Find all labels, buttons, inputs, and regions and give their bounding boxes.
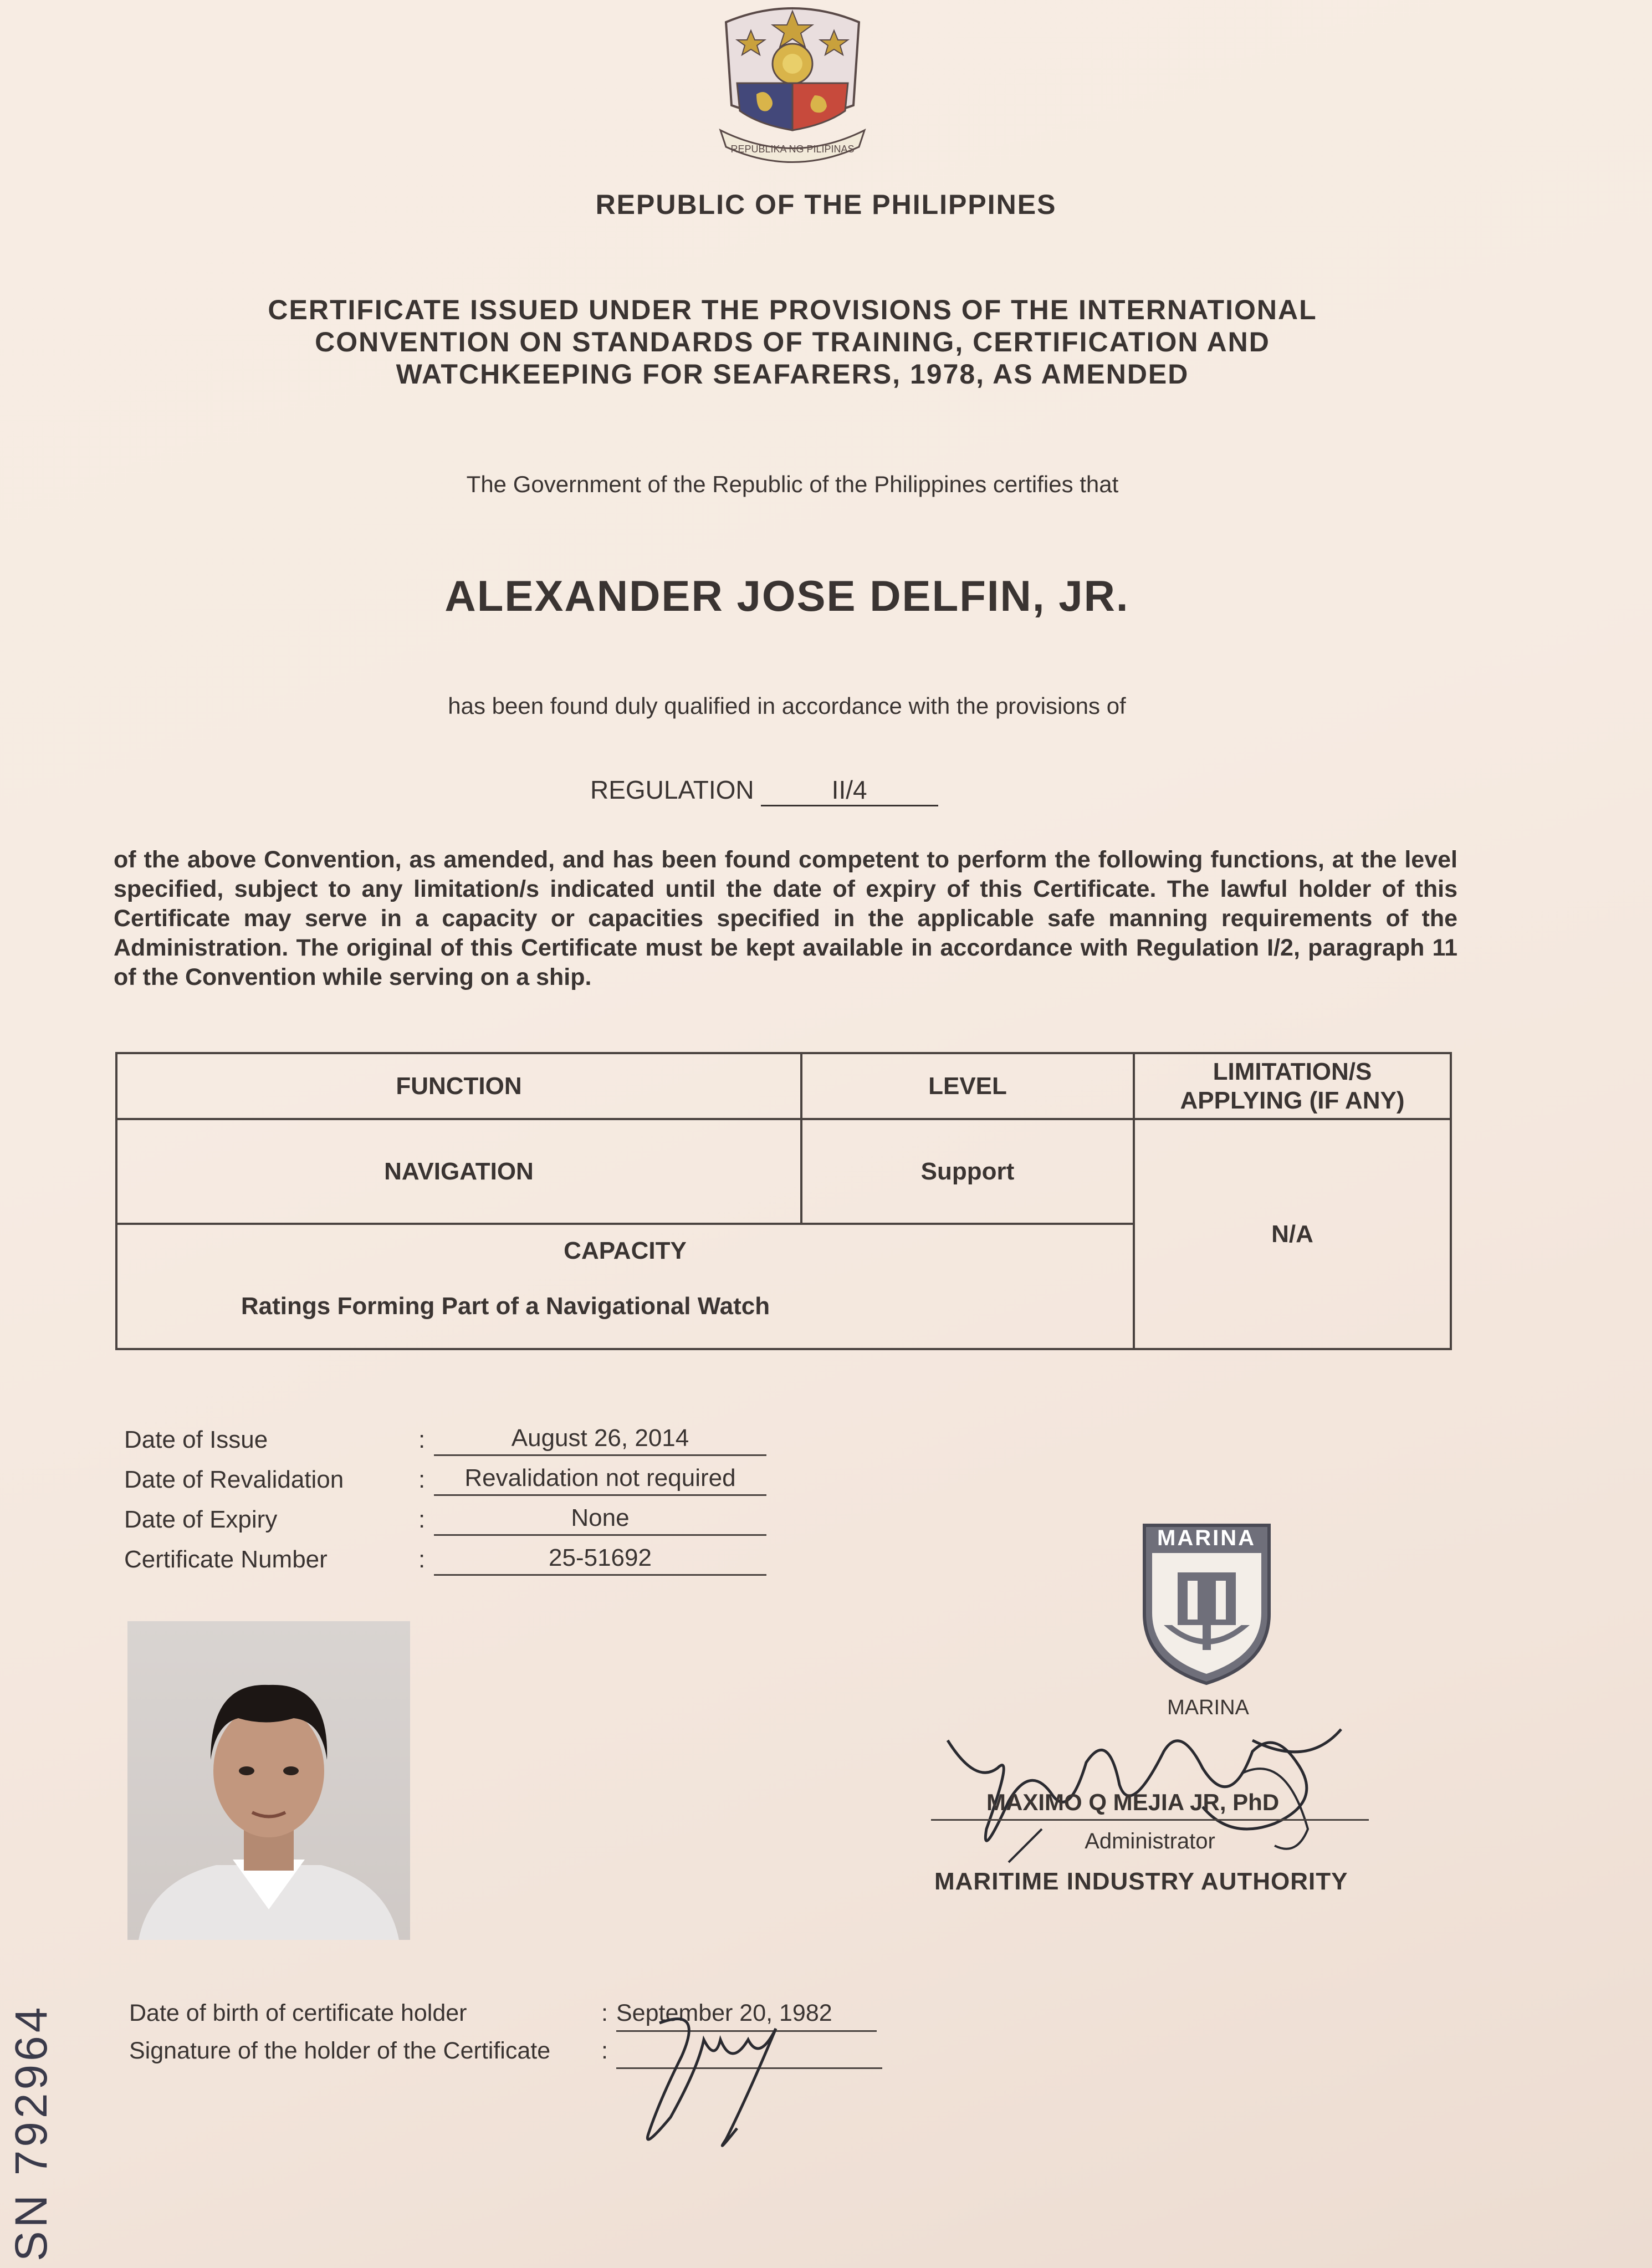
regulation-label: REGULATION xyxy=(590,775,754,804)
function-table xyxy=(115,1052,1452,1350)
issue-date-colon: : xyxy=(418,1426,426,1453)
capacity-label: CAPACITY xyxy=(564,1237,687,1264)
holder-signature-icon xyxy=(637,2006,804,2150)
marina-logo-text: MARINA xyxy=(1157,1526,1256,1550)
header-limitation xyxy=(1135,1054,1450,1118)
header-limitation-line-2: APPLYING (IF ANY) xyxy=(1180,1086,1405,1114)
level-value: Support xyxy=(920,1157,1015,1185)
expiry-date-colon: : xyxy=(418,1506,426,1533)
revalidation-date-colon: : xyxy=(418,1466,426,1493)
administrator-title: Administrator xyxy=(1085,1829,1215,1853)
heading-line-3: WATCHKEEPING FOR SEAFARERS, 1978, AS AMENDED xyxy=(396,359,1189,390)
seal-inscription: REPUBLIKA NG PILIPINAS xyxy=(730,144,855,155)
certificate-number-value: 25-51692 xyxy=(434,1544,766,1576)
administrator-name: MAXIMO Q MEJIA JR, PhD xyxy=(986,1789,1280,1815)
marina-logo-icon xyxy=(1139,1520,1275,1686)
header-limitation-line-1: LIMITATION/S xyxy=(1213,1058,1372,1085)
holder-signature-colon: : xyxy=(601,2037,608,2064)
serial-number: SN 792964 xyxy=(6,2004,57,2261)
heading-line-2: CONVENTION ON STANDARDS OF TRAINING, CERTIFICATION AND xyxy=(315,326,1270,357)
issue-date-value: August 26, 2014 xyxy=(434,1424,766,1456)
certifies-statement: The Government of the Republic of the Philippines certifies that xyxy=(466,471,1119,497)
dob-label: Date of birth of certificate holder xyxy=(129,2000,467,2026)
revalidation-date-value: Revalidation not required xyxy=(434,1464,766,1496)
heading-line-1: CERTIFICATE ISSUED UNDER THE PROVISIONS OF THE INTERNATIONAL xyxy=(268,294,1317,325)
qualified-statement: has been found duly qualified in accordance with the provisions of xyxy=(448,693,1126,719)
certificate-body-text: of the above Convention, as amended, and has been found competent to perform the following functions, at the level specified, subject to any limitation/s indicated until the date of expiry of this Certificate. The lawful holder of this Certificate may serve in a capacity or capacities specified in the applicable safe manning requirements of the Administration. The original of this Certificate must be kept available in accordance with Regulation I/2, paragraph 11 of the Convention while serving on a ship. xyxy=(114,846,1457,990)
holder-portrait-icon xyxy=(127,1621,410,1940)
revalidation-date-label: Date of Revalidation xyxy=(124,1466,344,1493)
expiry-date-value: None xyxy=(434,1504,766,1536)
issuing-authority: MARITIME INDUSTRY AUTHORITY xyxy=(934,1868,1348,1895)
limitation-value: N/A xyxy=(1271,1220,1313,1248)
certificate-heading xyxy=(222,294,1363,390)
dob-colon: : xyxy=(601,2000,608,2026)
administrator-signature-line xyxy=(931,1819,1369,1821)
holder-signature-label: Signature of the holder of the Certificate xyxy=(129,2037,551,2064)
expiry-date-label: Date of Expiry xyxy=(124,1506,278,1533)
dob-value: September 20, 1982 xyxy=(616,2000,877,2032)
regulation-value: II/4 xyxy=(761,775,938,806)
certificate-number-label: Certificate Number xyxy=(124,1546,328,1573)
holder-name: ALEXANDER JOSE DELFIN, JR. xyxy=(444,571,1129,620)
republic-title: REPUBLIC OF THE PHILIPPINES xyxy=(595,189,1057,220)
marina-label: MARINA xyxy=(1167,1696,1249,1719)
certificate-number-colon: : xyxy=(418,1546,426,1573)
header-function: FUNCTION xyxy=(396,1072,522,1100)
regulation xyxy=(590,775,938,806)
header-level: LEVEL xyxy=(928,1072,1007,1100)
issue-date-label: Date of Issue xyxy=(124,1426,268,1453)
philippine-seal-icon xyxy=(704,0,881,172)
holder-photo xyxy=(127,1621,410,1940)
function-value: NAVIGATION xyxy=(384,1157,534,1185)
capacity-value: Ratings Forming Part of a Navigational Watch xyxy=(241,1293,770,1320)
